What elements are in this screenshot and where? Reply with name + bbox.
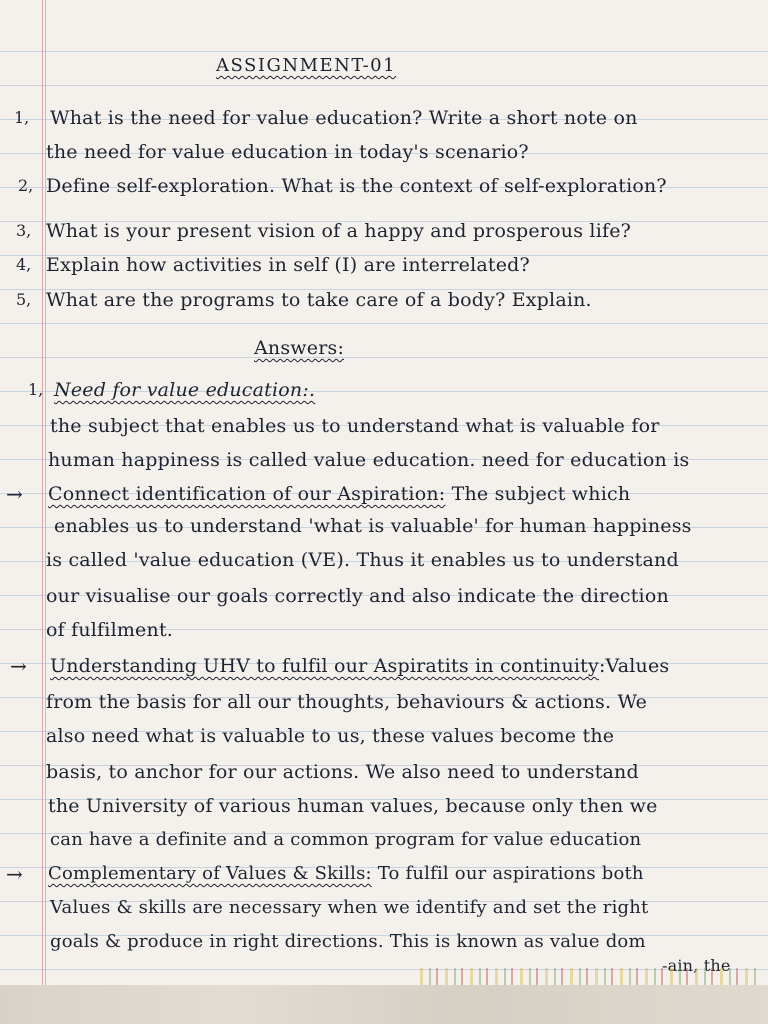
point-3-line-3: -ain, the (662, 956, 731, 975)
question-4-number: 4, (16, 255, 32, 274)
point-2-line-1: from the basis for all our thoughts, behaviours & actions. We (46, 691, 648, 713)
point-1-first-line (48, 482, 630, 506)
point-3-line-1: Values & skills are necessary when we identify and set the right (50, 897, 649, 918)
point-3-first-line (48, 862, 644, 886)
assignment-title: ASSIGNMENT-01 (216, 55, 397, 76)
answer-1-heading: Need for value education:. (54, 379, 316, 401)
arrow-point-1: → (6, 482, 23, 506)
point-3-first-text: To fulfil our aspirations both (371, 863, 644, 884)
background-pattern-strip (420, 968, 760, 985)
question-5-text: What are the programs to take care of a body? Explain. (46, 289, 592, 311)
question-1-line-2: the need for value education in today's scenario? (46, 141, 529, 163)
point-2-first-text: :Values (598, 655, 670, 677)
question-5-number: 5, (16, 290, 32, 309)
answer-1-intro-line-1: the subject that enables us to understand what is valuable for (50, 415, 660, 437)
question-3-text: What is your present vision of a happy and prosperous life? (46, 220, 632, 242)
question-1-line-1: What is the need for value education? Write a short note on (50, 107, 638, 129)
question-2-number: 2, (18, 176, 34, 195)
point-1-line-3: our visualise our goals correctly and also indicate the direction (46, 585, 669, 607)
answer-1-intro-line-2: human happiness is called value education. need for education is (48, 449, 690, 471)
arrow-point-2: → (10, 654, 27, 678)
table-surface (0, 985, 768, 1024)
margin-line (42, 0, 43, 985)
point-2-heading: Understanding UHV to fulfil our Aspiratits in continuity (50, 655, 599, 677)
question-4-text: Explain how activities in self (I) are interrelated? (46, 254, 530, 276)
point-3-heading: Complementary of Values & Skills: (48, 863, 372, 884)
point-2-line-5: can have a definite and a common program for value education (50, 829, 642, 850)
point-1-line-4: of fulfilment. (46, 619, 174, 641)
answers-heading: Answers: (254, 337, 345, 359)
point-1-heading: Connect identification of our Aspiration: (48, 483, 446, 505)
point-3-line-2: goals & produce in right directions. This is known as value dom (50, 931, 646, 952)
point-1-first-text: The subject which (445, 483, 631, 505)
point-2-line-2: also need what is valuable to us, these values become the (46, 725, 615, 747)
point-2-first-line (50, 654, 669, 678)
point-2-line-3: basis, to anchor for our actions. We also need to understand (46, 761, 639, 783)
answer-1-number: 1, (28, 380, 44, 399)
question-1-number: 1, (14, 108, 30, 127)
point-1-line-1: enables us to understand 'what is valuable' for human happiness (54, 515, 692, 537)
point-1-line-2: is called 'value education (VE). Thus it enables us to understand (46, 549, 679, 571)
arrow-point-3: → (6, 862, 23, 886)
question-3-number: 3, (16, 221, 32, 240)
question-2-text: Define self-exploration. What is the context of self-exploration? (46, 175, 667, 197)
point-2-line-4: the University of various human values, because only then we (48, 795, 658, 817)
